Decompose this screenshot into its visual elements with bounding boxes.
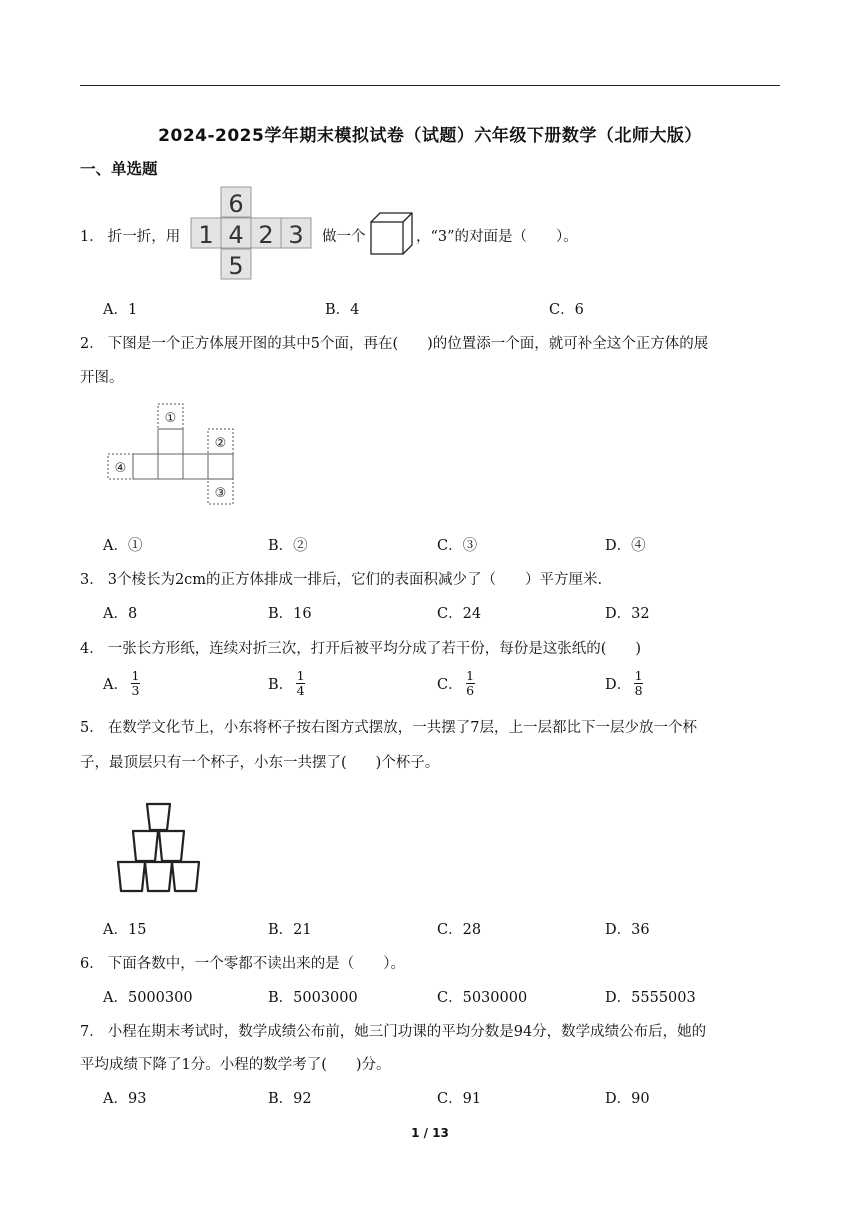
question-number: 3． [80,572,104,588]
option-c[interactable]: C． $\frac{1}{6}$ [437,668,475,698]
option-b[interactable]: B． $\frac{1}{4}$ [268,668,305,698]
position-label-1: ① [164,411,177,426]
header-rule [80,85,780,86]
cup [159,831,184,861]
cup [147,804,170,830]
option-a[interactable]: A．93 [103,1091,147,1107]
net-square [183,454,208,479]
option-a[interactable]: A．① [103,538,143,554]
net-digit: 5 [228,252,244,280]
question-5: 5． 在数学文化节上，小东将杯子按右图方式摆放，一共摆了7层，上一层都比下一层少放一个杯 [80,720,697,736]
question-number: 1． [80,229,104,245]
option-b[interactable]: B．4 [325,302,360,318]
option-a[interactable]: A．15 [103,922,147,938]
question-number: 2． [80,336,104,352]
option-c[interactable]: C．24 [437,606,482,622]
question-6: 6． 下面各数中，一个零都不读出来的是（ ）。 [80,956,405,972]
cube-icon [370,212,414,256]
net-square [208,454,233,479]
net-digit: 4 [228,221,244,249]
option-d[interactable]: D．④ [605,538,646,554]
option-d[interactable]: D．90 [605,1091,650,1107]
option-a[interactable]: A． $\frac{1}{3}$ [103,668,140,698]
option-a[interactable]: A．8 [103,606,138,622]
question-5-line2: 子，最顶层只有一个杯子，小东一共摆了( )个杯子。 [80,755,440,771]
question-1: 1． 折一折，用 [80,229,181,245]
question-1-end: ，“3”的对面是（ ）。 [416,229,578,245]
net-digit: 2 [258,221,274,249]
question-7: 7． 小程在期末考试时，数学成绩公布前，她三门功课的平均分数是94分，数学成绩公布后，她的 [80,1024,707,1040]
option-b[interactable]: B．5003000 [268,990,358,1006]
net-square [158,454,183,479]
question-number: 4． [80,641,104,657]
position-label-2: ② [214,436,227,451]
option-b[interactable]: B．16 [268,606,312,622]
question-7-line2: 平均成绩下降了1分。小程的数学考了( )分。 [80,1057,391,1073]
question-1-middle: 做一个 [322,229,366,245]
question-3: 3． 3个棱长为2cm的正方体排成一排后，它们的表面积减少了（ ）平方厘米. [80,572,603,588]
question-number: 5． [80,720,104,736]
net-digit: 1 [198,221,214,249]
position-label-3: ③ [214,486,227,501]
net-square [158,429,183,454]
option-b[interactable]: B．92 [268,1091,312,1107]
net-digit: 3 [288,221,304,249]
option-c[interactable]: C．6 [549,302,584,318]
cup [118,862,145,891]
question-number: 6． [80,956,104,972]
option-a[interactable]: A．5000300 [103,990,193,1006]
partial-net-figure [106,403,238,511]
question-2-line2: 开图。 [80,370,124,386]
page-number: 1 / 13 [411,1126,449,1140]
option-a[interactable]: A．1 [103,302,138,318]
net-square [133,454,158,479]
cup [172,862,199,891]
document-title: 2024-2025学年期末模拟试卷（试题）六年级下册数学（北师大版） [158,126,702,146]
option-b[interactable]: B．21 [268,922,312,938]
option-c[interactable]: C．28 [437,922,482,938]
option-d[interactable]: D． $\frac{1}{8}$ [605,668,643,698]
option-c[interactable]: C．91 [437,1091,482,1107]
section-heading: 一、单选题 [80,160,158,178]
net-digit: 6 [228,190,244,218]
cup-stack-figure [112,800,204,894]
option-d[interactable]: D．5555003 [605,990,696,1006]
question-4: 4． 一张长方形纸，连续对折三次，打开后被平均分成了若干份，每份是这张纸的( ) [80,641,642,657]
cup [133,831,158,861]
option-c[interactable]: C．5030000 [437,990,528,1006]
option-d[interactable]: D．32 [605,606,650,622]
question-number: 7． [80,1024,104,1040]
cup [145,862,172,891]
position-label-4: ④ [114,461,127,476]
option-b[interactable]: B．② [268,538,308,554]
option-d[interactable]: D．36 [605,922,650,938]
question-2: 2． 下图是一个正方体展开图的其中5个面，再在( )的位置添一个面，就可补全这个正方体的展 [80,336,709,352]
cube-net-figure [187,187,317,279]
option-c[interactable]: C．③ [437,538,478,554]
